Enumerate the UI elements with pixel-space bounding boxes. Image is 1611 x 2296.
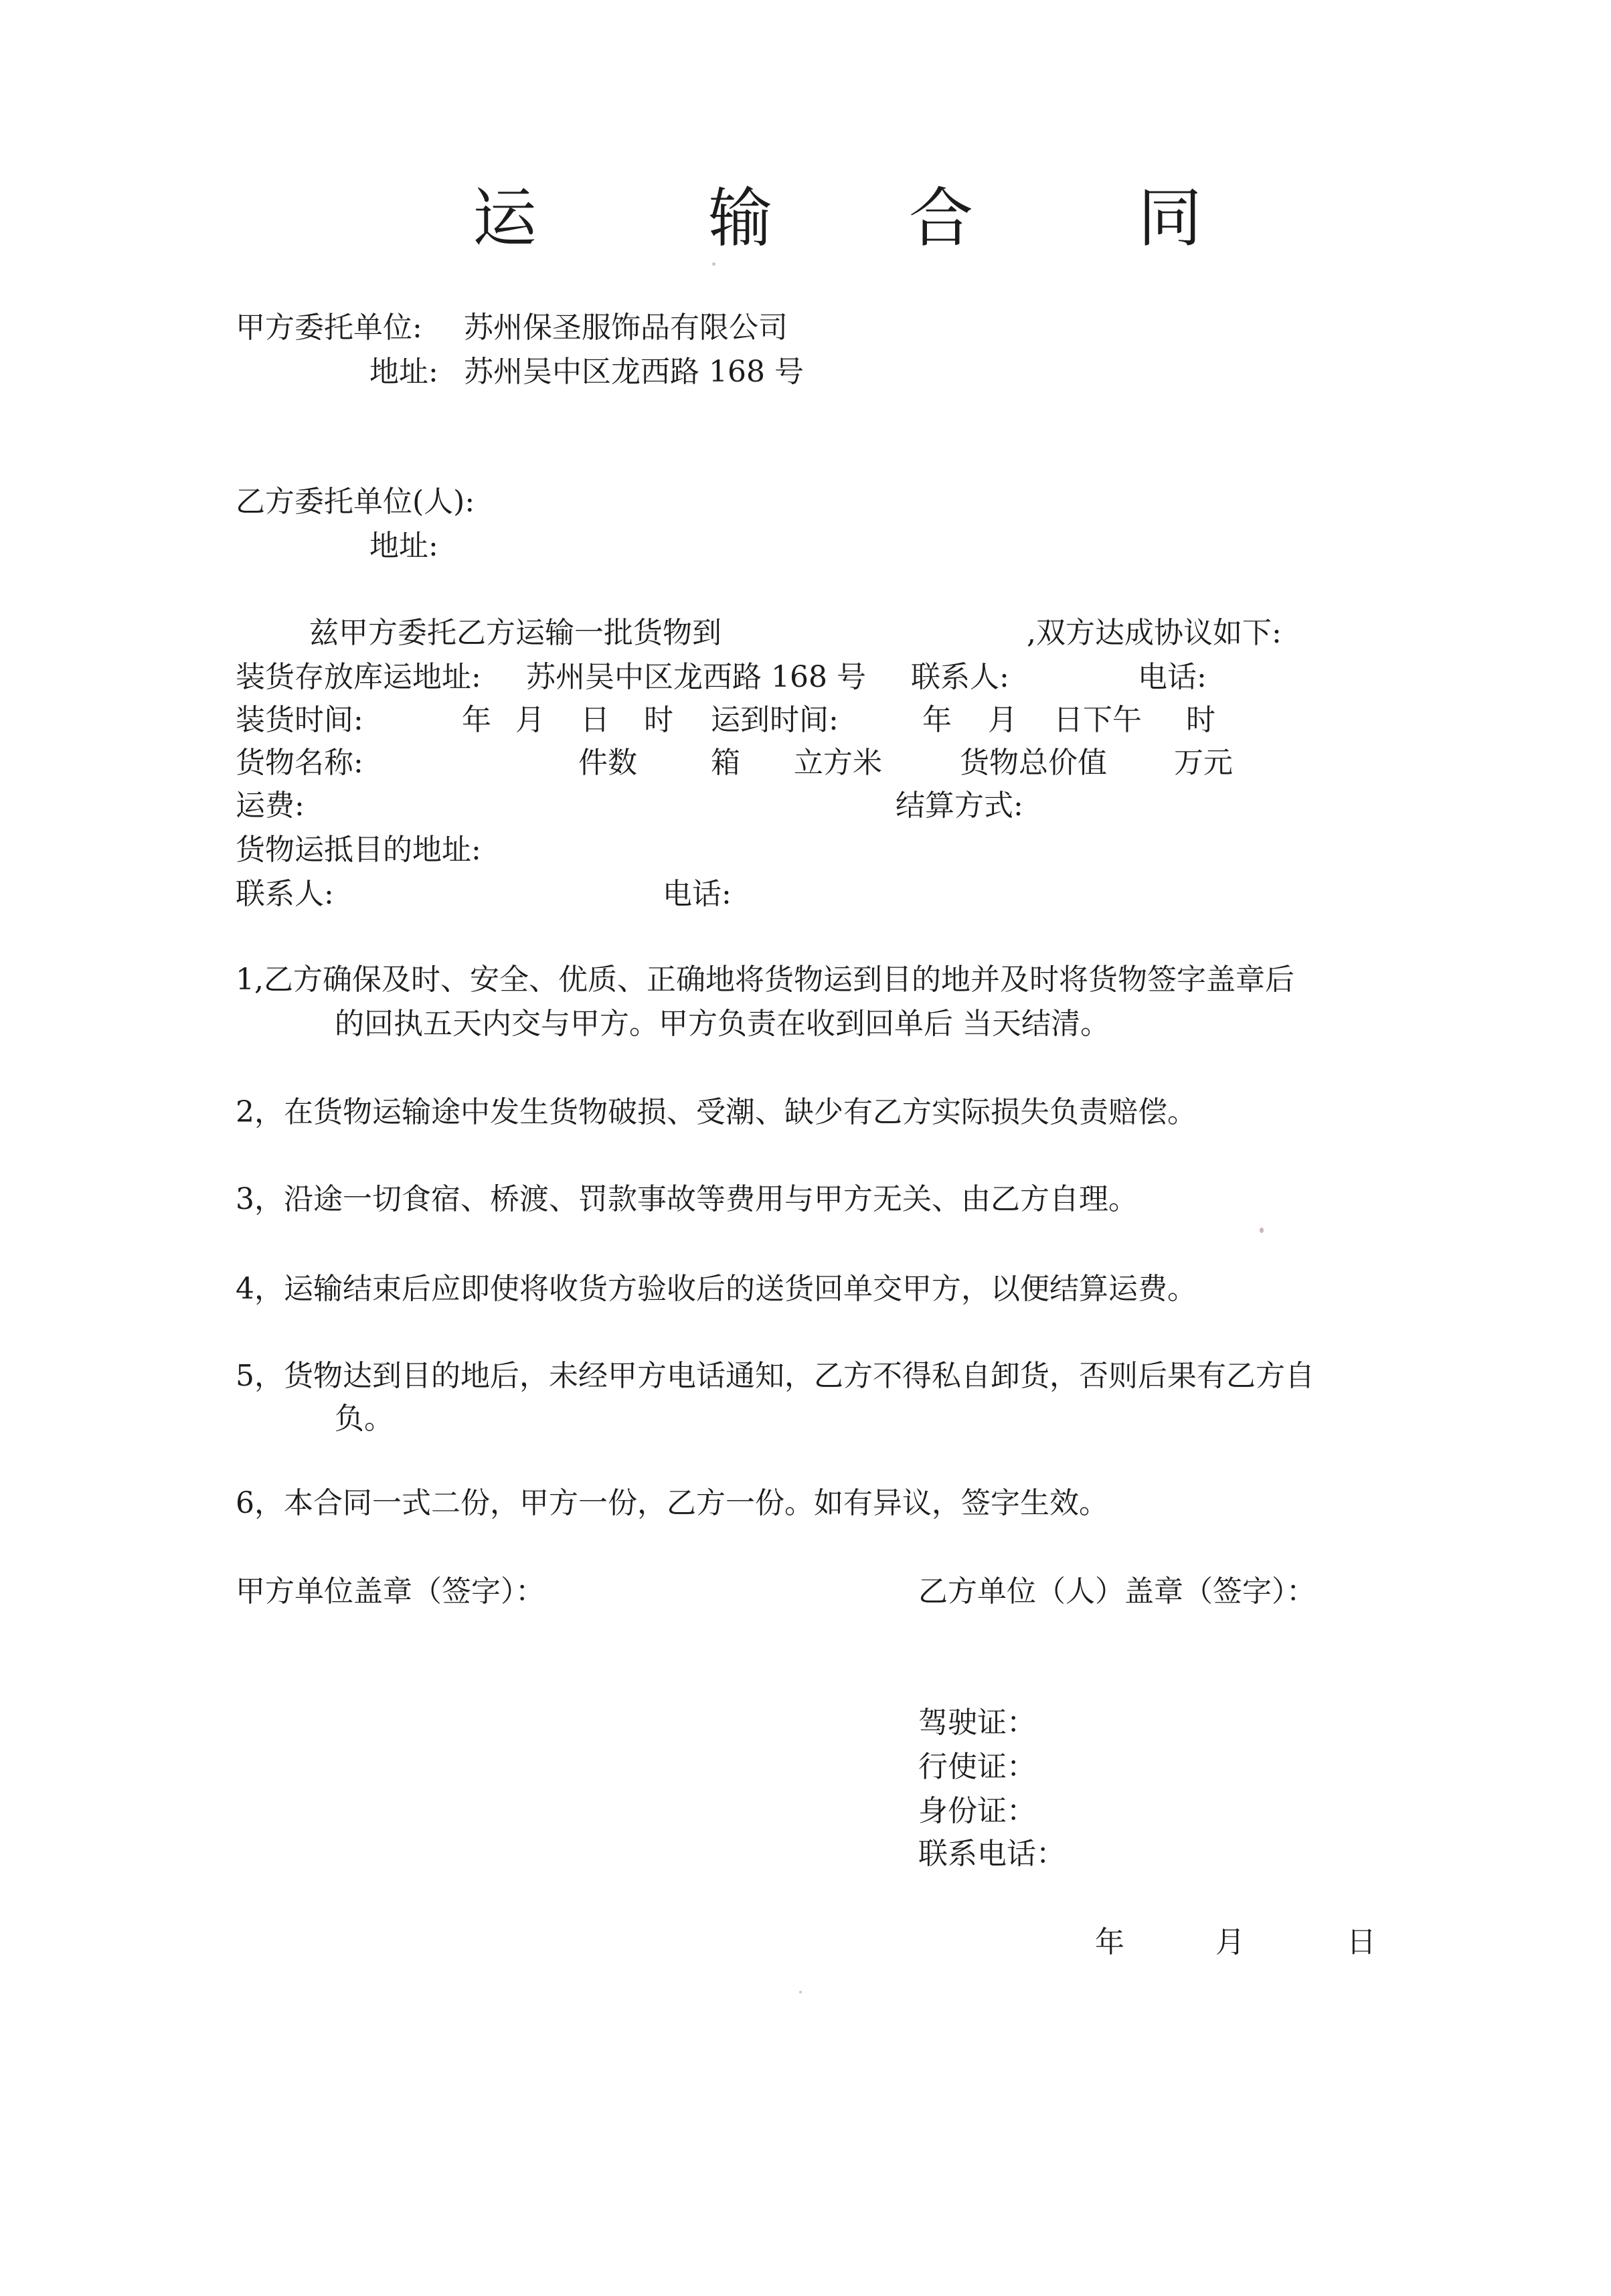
- load-hour: 时: [644, 703, 673, 737]
- arrive-time-label: 运到时间:: [711, 703, 839, 737]
- destination-phone-label: 电话:: [663, 877, 732, 911]
- party-a-address-label: 地址:: [369, 355, 438, 389]
- storage-address-label: 装货存放库运地址:: [236, 660, 481, 694]
- clause-1-line-1: 1,乙方确保及时、安全、优质、正确地将货物运到目的地并及时将货物签字盖章后: [236, 963, 1294, 997]
- destination-address-label: 货物运抵目的地址:: [236, 833, 481, 867]
- arrive-year: 年: [922, 703, 952, 737]
- load-month: 月: [515, 703, 545, 737]
- arrive-hour: 时: [1186, 703, 1215, 737]
- clause-5-line-2: 负。: [335, 1402, 394, 1436]
- clause-6: 6，本合同一式二份，甲方一份，乙方一份。如有异议，签字生效。: [236, 1486, 1108, 1520]
- freight-fee-label: 运费:: [236, 789, 305, 823]
- title-char-3: 合: [909, 181, 973, 256]
- goods-total-value: 货物总价值: [960, 746, 1107, 780]
- party-a-unit-value: 苏州保圣服饰品有限公司: [464, 311, 788, 345]
- date-day: 日: [1347, 1925, 1376, 1959]
- party-b-unit-label: 乙方委托单位(人):: [236, 485, 475, 519]
- intro-tail: ,双方达成协议如下:: [1027, 616, 1282, 650]
- goods-boxes: 箱: [711, 746, 740, 780]
- clause-4: 4，运输结束后应即使将收货方验收后的送货回单交甲方，以便结算运费。: [236, 1272, 1197, 1306]
- scan-speck: [799, 1991, 802, 1993]
- party-b-signature-label: 乙方单位（人）盖章（签字）：: [918, 1574, 1316, 1609]
- goods-name-label: 货物名称:: [236, 746, 363, 780]
- party-a-unit-label: 甲方委托单位:: [236, 311, 422, 345]
- date-month: 月: [1215, 1925, 1245, 1959]
- clause-1-line-2: 的回执五天内交与甲方。甲方负责在收到回单后 当天结清。: [335, 1007, 1110, 1041]
- scan-speck: [712, 262, 715, 266]
- scan-speck: [1260, 1228, 1264, 1233]
- load-time-label: 装货时间:: [236, 703, 363, 737]
- loading-phone-label: 电话:: [1138, 660, 1207, 694]
- arrive-day-pm: 日下午: [1053, 703, 1142, 737]
- title-char-2: 输: [708, 181, 772, 256]
- loading-contact-label: 联系人:: [911, 660, 1009, 694]
- vehicle-license-label: 行使证：: [918, 1750, 1036, 1784]
- arrive-month: 月: [988, 703, 1017, 737]
- intro-lead: 兹甲方委托乙方运输一批货物到: [309, 616, 722, 650]
- party-a-address-value: 苏州吴中区龙西路 168 号: [464, 355, 804, 389]
- contact-phone-label: 联系电话：: [918, 1837, 1066, 1871]
- party-b-address-label: 地址:: [369, 529, 438, 563]
- clause-2: 2，在货物运输途中发生货物破损、受潮、缺少有乙方实际损失负责赔偿。: [236, 1095, 1197, 1129]
- goods-pieces: 件数: [578, 746, 637, 780]
- load-day: 日: [580, 703, 610, 737]
- settlement-method-label: 结算方式:: [896, 789, 1023, 823]
- date-year: 年: [1095, 1925, 1124, 1959]
- destination-contact-label: 联系人:: [236, 877, 334, 911]
- clause-5-line-1: 5，货物达到目的地后，未经甲方电话通知，乙方不得私自卸货，否则后果有乙方自: [236, 1359, 1315, 1393]
- goods-cubic-meters: 立方米: [794, 746, 882, 780]
- id-card-label: 身份证：: [918, 1794, 1036, 1828]
- title-char-1: 运: [473, 181, 537, 256]
- clause-3: 3，沿途一切食宿、桥渡、罚款事故等费用与甲方无关、由乙方自理。: [236, 1182, 1138, 1216]
- title-char-4: 同: [1138, 181, 1202, 256]
- goods-value-unit: 万元: [1174, 746, 1233, 780]
- storage-address-value: 苏州吴中区龙西路 168 号: [526, 660, 866, 694]
- driving-license-label: 驾驶证：: [918, 1706, 1036, 1740]
- load-year: 年: [462, 703, 491, 737]
- party-a-signature-label: 甲方单位盖章（签字）：: [236, 1574, 545, 1609]
